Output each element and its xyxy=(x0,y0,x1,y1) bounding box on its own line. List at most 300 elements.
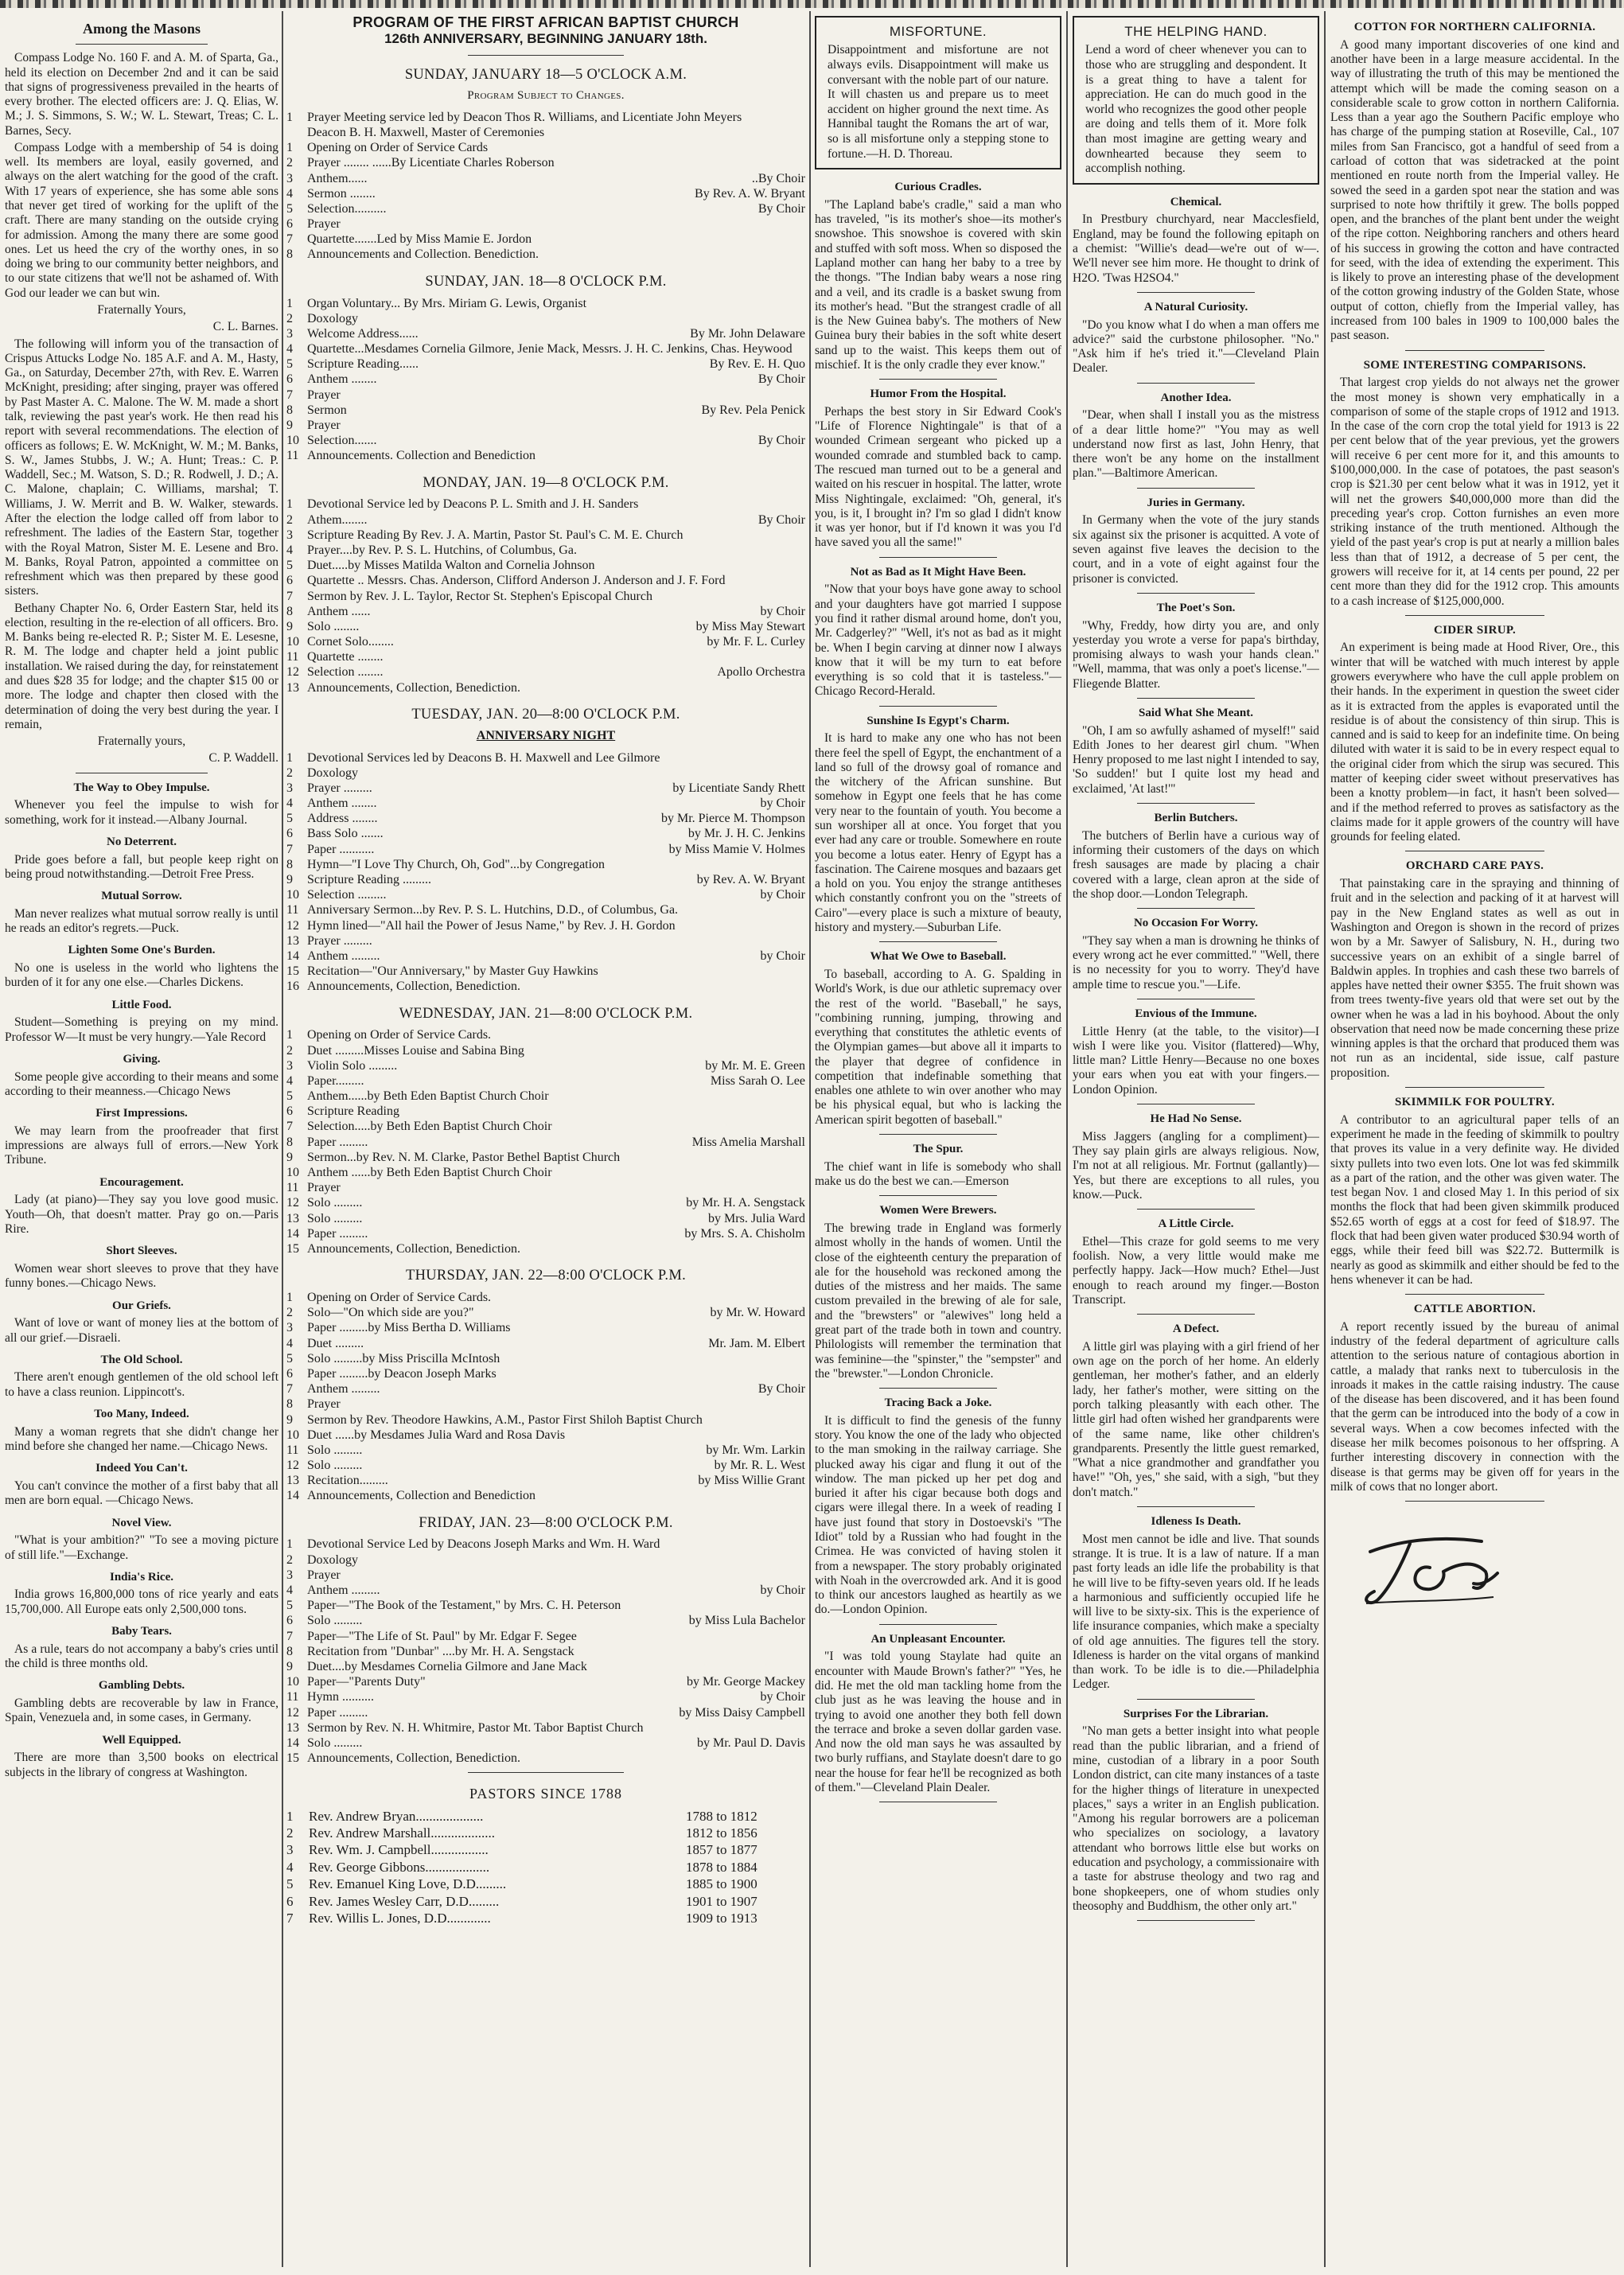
misfortune-box xyxy=(815,16,1061,169)
program-item xyxy=(286,186,805,201)
item-performer: By Choir xyxy=(757,1382,805,1397)
item-number: 3 xyxy=(286,326,293,341)
item-number: 9 xyxy=(286,873,293,887)
pastor-name: Rev. James Wesley Carr, D.D......... xyxy=(309,1893,500,1909)
item-text: Cornet Solo........ xyxy=(307,635,394,649)
program-item xyxy=(286,155,805,170)
divider xyxy=(1405,615,1544,616)
report-paragraph: Compass Lodge with a membership of 54 is doing well. Its members are loyal, easily governed, and always on the alert watching for the good of the craft. With 17 years of experience, she has some able sons that never get tired of working for the uplift of the craft. There are many standing on the outside crying for admission. Among the many there are some good ones. Let us heed the cry of the worthy ones, in so doing we bring to our community better neighbors, and to our state citizens that we'll not be ashamed of. With God our leader we can but win. xyxy=(5,140,278,300)
item-number: 6 xyxy=(286,574,293,588)
program-item xyxy=(286,1598,805,1613)
report-paragraph: Bethany Chapter No. 6, Order Eastern Star, held its election, resulting in the re-election of all officers. Bro. M. Banks being re-elected R. P.; Sister M. E. Lesesne, R. M. The lodge and chapter held a joint public installation. We raised during the day, for reinstatement and dues $28 35 for lodge; and the chapter $15 00 or more. The lodge and chapter then closed with the determination of doing the very best during the year. I remain, xyxy=(5,601,278,731)
item-number: 15 xyxy=(286,1241,299,1256)
item-text: Solo—"On which side are you?" xyxy=(307,1306,474,1320)
divider xyxy=(1137,1506,1256,1507)
program-item xyxy=(286,1488,805,1503)
divider xyxy=(1137,698,1256,699)
item-text: Bass Solo ....... xyxy=(307,827,384,841)
item-number: 5 xyxy=(286,201,293,216)
divider xyxy=(879,1624,998,1625)
item-number: 7 xyxy=(286,388,293,402)
item-heading: Short Sleeves. xyxy=(106,1245,177,1258)
item-number: 9 xyxy=(286,619,293,633)
item-text: You can't convince the mother of a first baby that all men are born equal. —Chicago News. xyxy=(5,1478,278,1508)
item-text: Sermon by Rev. N. H. Whitmire, Pastor Mt. Tabor Baptist Church xyxy=(307,1720,644,1735)
day-subheading: ANNIVERSARY NIGHT xyxy=(476,728,616,742)
item-number: 10 xyxy=(286,1166,299,1180)
item-text: Paper .........by Deacon Joseph Marks xyxy=(307,1366,497,1381)
article-text: "Dear, when shall I install you as the mistress of a dear little home?" "You may as well understand now first as last, John Henry, that there won't be any home on the installment plan."—Baltimore American. xyxy=(1073,408,1319,481)
item-performer: By Choir xyxy=(757,372,805,387)
item-number: 1 xyxy=(286,141,293,155)
item-text: Athem........ xyxy=(307,512,368,527)
program-item xyxy=(286,649,805,664)
program-item xyxy=(286,311,805,326)
program-item xyxy=(286,1195,805,1210)
item-text: Quartette ........ xyxy=(307,650,384,664)
misfortune-title: MISFORTUNE. xyxy=(889,24,987,39)
item-number: 7 xyxy=(286,1382,293,1397)
item-text: Prayer ......... xyxy=(307,933,372,948)
item-text: Hymn—"I Love Thy Church, Oh, God"...by Congregation xyxy=(307,857,606,871)
item-number: 10 xyxy=(286,635,299,649)
report-paragraph: Fraternally yours, xyxy=(97,734,186,749)
item-number: 2 xyxy=(286,311,293,325)
item-performer: by Choir xyxy=(760,888,805,902)
pastor-name: Rev. Wm. J. Campbell................. xyxy=(309,1842,489,1858)
item-performer: by Mr. R. L. West xyxy=(714,1459,805,1473)
articles xyxy=(1330,21,1619,1502)
item-performer: by Mr. Pierce M. Thompson xyxy=(660,812,805,826)
item-performer: Mr. Jam. M. Elbert xyxy=(708,1336,805,1350)
program-item xyxy=(286,543,805,558)
pastor-row xyxy=(286,1808,805,1825)
article-text: A good many important discoveries of one kind and another have been in a large measure accidental. In the way of illustrating the truth of this may be mentioned the attempt which will be made the coming season on a considerable scale to grow cotton in northern California. Less than a year ago the Southern Pacific employe who has charge of the pumping station at Roseville, Cal., 107 miles from San Francisco, got a handful of seed from a carload of cotton that was sidetracked at the point mentioned en route north from the Imperial valley. He sowed the seed in a garden spot near the station and was surprised to note how thriftily it grew. The bolls popped open, and the branches of the plant bent under the weight of the ripe cotton. Neighboring ranchers and others heard of his success in growing the cotton and have contracted for seed, with the idea of extending the experiment. This is likely to prove an interesting phase of the development of the cotton growing industry of the Golden State, whose output of cotton, chiefly from the Imperial valley, has increased from 100 bales in 1909 to 100,000 bales the past season. xyxy=(1330,37,1619,343)
item-number: 5 xyxy=(286,1599,293,1613)
program-item xyxy=(286,918,805,933)
item-text: Prayer xyxy=(307,1181,341,1195)
day-heading: WEDNESDAY, JAN. 21—8:00 O'CLOCK P.M. xyxy=(399,1005,693,1022)
item-number: 1 xyxy=(286,1291,293,1304)
article-text: "Do you know what I do when a man offers me advice?" said the curbstone philosopher. "No." "Ask him if he's tried it."—Cleveland Plain Dealer. xyxy=(1073,317,1319,376)
divider xyxy=(879,557,998,558)
item-text: Paper ......... xyxy=(307,1226,368,1241)
item-heading: Too Many, Indeed. xyxy=(94,1408,189,1421)
program-item xyxy=(286,1027,805,1042)
article-heading: An Unpleasant Encounter. xyxy=(870,1632,1006,1646)
article-text: Miss Jaggers (angling for a compliment)—They say plain girls are always religious. Now, I'm not at all religious. Mr. Fortnut (gallantly)—Yes, but there are exceptions to all rules, you know.—Puck. xyxy=(1073,1129,1319,1202)
item-number: 9 xyxy=(286,419,293,432)
item-number: 3 xyxy=(286,528,293,542)
item-text: Recitation......... xyxy=(307,1474,388,1488)
program-item xyxy=(286,433,805,448)
pastor-name: Rev. Willis L. Jones, D.D............. xyxy=(309,1910,491,1926)
program-title: PROGRAM OF THE FIRST AFRICAN BAPTIST CHURCH xyxy=(352,14,739,30)
program-item xyxy=(286,933,805,949)
item-number: 10 xyxy=(286,888,299,902)
item-performer: by Mrs. Julia Ward xyxy=(708,1211,805,1225)
article-heading: A Natural Curiosity. xyxy=(1143,300,1248,314)
item-text: Solo ......... xyxy=(307,1211,363,1225)
item-performer: by Miss May Stewart xyxy=(695,619,805,633)
pastor-years: 1901 to 1907 xyxy=(686,1893,757,1909)
masons-heading: Among the Masons xyxy=(82,21,201,37)
program-item xyxy=(286,1751,805,1766)
handwritten-signature xyxy=(1354,1524,1505,1611)
item-heading: Well Equipped. xyxy=(102,1733,181,1747)
item-performer: by Licentiate Sandy Rhett xyxy=(672,781,805,795)
program-item xyxy=(286,201,805,216)
item-text: Doxology xyxy=(307,1552,358,1567)
article-heading: Juries in Germany. xyxy=(1147,496,1245,509)
item-text: Devotional Service Led by Deacons Joseph Marks and Wm. H. Ward xyxy=(307,1537,660,1552)
item-number: 9 xyxy=(286,1150,293,1164)
article-text: Little Henry (at the table, to the visitor)—I wish I were like you. Visitor (flattered)—Why, little man? Little Henry—Because no one boxes your ears when you eat with your fingers.—London Opinion. xyxy=(1073,1024,1319,1097)
item-number: 8 xyxy=(286,403,293,417)
item-number: 14 xyxy=(286,1489,299,1503)
item-text: Duet ......... xyxy=(307,1336,364,1350)
item-number: 16 xyxy=(286,980,299,994)
item-performer: by Miss Mamie V. Holmes xyxy=(668,842,805,856)
program-item xyxy=(286,1412,805,1428)
item-number: 7 xyxy=(286,1629,293,1643)
article-heading: Surprises For the Librarian. xyxy=(1123,1707,1269,1720)
program-item xyxy=(286,1351,805,1366)
program-item xyxy=(286,573,805,588)
item-text: Sermon ........ xyxy=(307,186,376,201)
program-item xyxy=(286,1104,805,1119)
program-item xyxy=(286,781,805,796)
program-item xyxy=(286,1629,805,1644)
item-text: Sermon by Rev. J. L. Taylor, Rector St. Stephen's Episcopal Church xyxy=(307,589,652,603)
item-number: 6 xyxy=(286,217,293,232)
item-text: Announcements and Collection. Benediction. xyxy=(307,247,539,262)
item-number: 6 xyxy=(286,827,293,841)
item-number: 1 xyxy=(286,296,293,310)
item-number: 5 xyxy=(286,559,293,573)
program-item xyxy=(286,1705,805,1720)
item-number: 7 xyxy=(286,589,293,603)
program-days xyxy=(286,67,805,1766)
item-heading: Little Food. xyxy=(111,998,172,1011)
item-text: Some people give according to their means and some according to their meanness.—Chicago News xyxy=(5,1069,278,1098)
program-item xyxy=(286,1689,805,1704)
divider xyxy=(1137,1699,1256,1700)
item-text: Announcements. Collection and Benediction xyxy=(307,449,536,463)
pastor-name: Rev. George Gibbons................... xyxy=(309,1859,490,1875)
pastor-row xyxy=(286,1841,805,1858)
program-item xyxy=(286,765,805,781)
column-misc-2 xyxy=(1073,13,1319,2267)
item-text: Duet .........Misses Louise and Sabina Bing xyxy=(307,1043,524,1058)
item-performer: By Rev. E. H. Quo xyxy=(709,357,805,372)
article-heading: Not as Bad as It Might Have Been. xyxy=(850,565,1026,578)
column-rule xyxy=(282,11,283,2267)
item-text: Prayer ........ ......By Licentiate Charles Roberson xyxy=(307,156,555,170)
item-text: Sermon xyxy=(307,403,347,417)
program-item xyxy=(286,1226,805,1241)
program-subtitle: 126th ANNIVERSARY, BEGINNING JANUARY 18th. xyxy=(384,31,707,47)
divider xyxy=(1137,292,1256,293)
item-text: Paper .........by Miss Bertha D. Williams xyxy=(307,1321,511,1335)
item-text: Quartette .. Messrs. Chas. Anderson, Clifford Anderson J. Anderson and J. F. Ford xyxy=(307,574,726,588)
article-text: That painstaking care in the spraying and thinning of fruit and in the selection and packing of it at harvest will pay in the New England states as well as out in Washington and Oregon is shown in the record of prizes won by a Mr. Sawyer of Salisbury, N. H., during two successive years on an exhibit of a single barrel of Baldwin apples. In trophies and cash these two barrels of apples have netted their owner $355. The fruit shown was from trees twenty-five years old that were set out by the owner when he was a lad in his boyhood. About the only observation that need now be made concerning these prize winning apples is that the orchard that produced them was not run as an incidental, side issue, calf pasture proposition. xyxy=(1330,877,1619,1080)
item-text: As a rule, tears do not accompany a baby's cries until the child is three months old. xyxy=(5,1642,278,1671)
program-item xyxy=(286,1644,805,1659)
item-performer: by Miss Daisy Campbell xyxy=(679,1705,805,1720)
item-text: Prayer xyxy=(307,419,341,432)
item-number: 2 xyxy=(286,512,293,527)
article-text: It is difficult to find the genesis of the funny story. You know the one of the lady who objected to the man smoking in the railway carriage. She plucked away his cigar and flung it out of the window. The man picked up her pet dog and buried it after his cigar because both dogs and cigars were illegal there. In a week of reading I have just found that story in Dostoevski's "The Idiot" told by a Russian who had fought in the Crimea. He was convicted of having stolen it from a newspaper. The story probably originated with Noah in the overcrowded ark. And it is good to think our ancestors laughed as heartily as we do.—London Opinion. xyxy=(815,1413,1061,1617)
item-text: Solo ......... xyxy=(307,1614,363,1628)
program-item xyxy=(286,811,805,826)
day-heading: THURSDAY, JAN. 22—8:00 O'CLOCK P.M. xyxy=(405,1268,687,1284)
item-number: 9 xyxy=(286,1659,293,1673)
item-number: 1 xyxy=(286,750,293,765)
program-item xyxy=(286,1473,805,1488)
item-number: 2 xyxy=(286,765,293,780)
article-text: That largest crop yields do not always net the grower the most money is shown very emphatically in a comparison of some of the staple crops of 1912 and 1913. In the case of the corn crop the total yield for 1913 is 22 per cent below that of the year previous, yet the growers will receive 6 per cent more for it, and this amounts to $100,000,000. In the case of potatoes, the past season's crop is $21.30 per cent below what it was in 1912, yet it will net the growers $40,000,000 more than did the preceding year's crop. Cotton furnishes an even more striking instance of the truth mentioned. Although the yield of the past year's crop is put at nearly a million bales less than that of 1912, a decrease of 5 per cent, the growers will receive for it, at 14 cents per pound, 22 per cent more than they did for the 1912 crop. This amounts to a cash increase of $125,000,000. xyxy=(1330,376,1619,608)
item-text: Gambling debts are recoverable by law in France, Spain, Venezuela and, in some cases, in Germany. xyxy=(5,1696,278,1725)
divider xyxy=(879,1195,998,1196)
item-number: 11 xyxy=(286,903,299,917)
item-text: Anniversary Sermon...by Rev. P. S. L. Hutchins, D.D., of Columbus, Ga. xyxy=(307,903,679,917)
divider xyxy=(879,706,998,707)
article-text: A little girl was playing with a girl friend of her own age on the porch of her home. An elderly gentleman, her mother's father, and an elderly lady, her father's mother, were sitting on the porch talking pleasantly with each other. The little girl had often wished her grandparents were of the same name, like other children's grandparents. Presently the little guest remarked, "What a nice grandmother and grandfather you have!" "Oh, yes," she said, with a sigh, "but they don't match." xyxy=(1073,1339,1319,1499)
pastor-number: 1 xyxy=(286,1808,294,1824)
program-item xyxy=(286,388,805,403)
program-item xyxy=(286,750,805,765)
program-item xyxy=(286,1150,805,1165)
item-text: Prayer xyxy=(307,1568,341,1582)
article-heading: SKIMMILK FOR POULTRY. xyxy=(1395,1096,1555,1109)
article-heading: Humor From the Hospital. xyxy=(870,388,1007,401)
divider xyxy=(468,55,624,56)
article-heading: Sunshine Is Egypt's Charm. xyxy=(867,714,1010,727)
article-text: Most men cannot be idle and live. That sounds strange. It is true. It is a law of nature. If a man past forty leads an idle life the probability is that he will live to be fifty-seven years old. If he leads a harmonious and sufficiently occupied life he will live to be sixty-six. This is the experience of life insurance companies, which make a specialty of old age annuities. The figures tell the story. Idleness is harder on the vital organs of mankind than work. To be idle is to die.—Philadelphia Ledger. xyxy=(1073,1532,1319,1692)
item-performer: ..By Choir xyxy=(751,171,805,185)
day-heading: SUNDAY, JAN. 18—8 O'CLOCK P.M. xyxy=(425,273,667,290)
day-heading: FRIDAY, JAN. 23—8:00 O'CLOCK P.M. xyxy=(419,1514,673,1531)
item-number: 3 xyxy=(286,1568,293,1582)
article-heading: SOME INTERESTING COMPARISONS. xyxy=(1363,358,1587,372)
article-heading: A Defect. xyxy=(1172,1323,1220,1336)
program-item xyxy=(286,1180,805,1195)
item-text: We may learn from the proofreader that first impressions are always full of errors.—New York Tribune. xyxy=(5,1124,278,1167)
item-text: Sermon by Rev. Theodore Hawkins, A.M., Pastor First Shiloh Baptist Church xyxy=(307,1412,703,1427)
divider xyxy=(1405,350,1544,351)
program-item xyxy=(286,1211,805,1226)
item-text: Doxology xyxy=(307,765,358,780)
item-number: 10 xyxy=(286,1428,299,1442)
item-performer: by Mr. J. H. C. Jenkins xyxy=(687,827,805,841)
item-text: Deacon B. H. Maxwell, Master of Ceremonies xyxy=(307,125,545,139)
item-text: Welcome Address...... xyxy=(307,326,419,341)
short-items xyxy=(5,781,278,1780)
program-item xyxy=(286,232,805,247)
item-text: Announcements, Collection, Benediction. xyxy=(307,1241,520,1256)
pastor-years: 1812 to 1856 xyxy=(686,1825,757,1841)
item-text: Devotional Service led by Deacons P. L. Smith and J. H. Sanders xyxy=(307,497,639,512)
item-text: Whenever you feel the impulse to wish for something, work for it instead.—Albany Journal. xyxy=(5,798,278,827)
item-text: There are more than 3,500 books on electrical subjects in the library of congress at Washington. xyxy=(5,1751,278,1779)
item-number: 4 xyxy=(286,797,293,811)
item-performer: By Choir xyxy=(757,512,805,527)
item-text: Prayer ......... xyxy=(307,781,372,795)
item-text: Selection.......... xyxy=(307,201,387,216)
program-item xyxy=(286,448,805,463)
helping-hand-box xyxy=(1073,16,1319,185)
item-text: Announcements, Collection, Benediction. xyxy=(307,980,520,994)
articles xyxy=(815,181,1061,1802)
article-text: Ethel—This craze for gold seems to me very foolish. Now, a very little would make me perfectly happy. Jack—How much? Ethel—Just enough to reach around my finger.—Boston Transcript. xyxy=(1073,1234,1319,1307)
article-heading: CIDER SIRUP. xyxy=(1433,623,1517,637)
report-paragraph: The following will inform you of the transaction of Crispus Attucks Lodge No. 185 A.F. and A. M., Hasty, Ga., on Saturday, December 27th, with Rev. E. Warren McKnight, presiding; after singing, prayer was offered by Past Master A. C. Malone. The W. M. made a short talk, reviewing the past year's work. He then read his report with several recommendations. The election of officers as follows; E. W. McKnight, W. M.; M. Banks, S. W., James Stubbs, J. W.; A. Hunt; Treas.: C. P. Waddell, Sec.; M. Watson, S. D.; R. Rodwell, J. D.; A. C. Malone, chaplain; C. Williams, marshal; T. Williams, J. W. Merrit and B. W. Walker, stewards. After the election the lodge called off from labor to refreshment. The ladies of the Eastern Star, together with the Royal Matron, Sister M. E. Lesene and Bro. M. Banks, Royal Patron, appointed a committee on refreshment which was then prepared by these good sisters. xyxy=(5,337,278,598)
pastor-number: 7 xyxy=(286,1910,294,1926)
program-item xyxy=(286,589,805,604)
program-item xyxy=(286,619,805,634)
item-number: 15 xyxy=(286,1751,299,1766)
pastors-list xyxy=(286,1808,805,1927)
item-text: Anthem ........ xyxy=(307,372,377,387)
item-text: Want of love or want of money lies at the bottom of all our grief.—Disraeli. xyxy=(5,1316,278,1345)
item-text: Scripture Reading By Rev. J. A. Martin, Pastor St. Paul's C. M. E. Church xyxy=(307,528,683,542)
item-text: Paper ......... xyxy=(307,1705,368,1720)
program-item xyxy=(286,604,805,619)
pastor-row xyxy=(286,1893,805,1910)
item-text: Sermon...by Rev. N. M. Clarke, Pastor Bethel Baptist Church xyxy=(307,1150,621,1164)
item-number: 1 xyxy=(286,1028,293,1042)
item-performer: Miss Amelia Marshall xyxy=(691,1135,805,1149)
item-heading: Our Griefs. xyxy=(112,1299,171,1312)
item-text: Prayer....by Rev. P. S. L. Hutchins, of Columbus, Ga. xyxy=(307,543,577,557)
item-number: 6 xyxy=(286,1104,293,1119)
item-text: Prayer Meeting service led by Deacon Thos R. Williams, and Licentiate John Meyers xyxy=(307,110,742,124)
pastor-row xyxy=(286,1910,805,1926)
item-text: Announcements, Collection, Benediction. xyxy=(307,680,520,695)
program-item xyxy=(286,216,805,232)
day-heading: TUESDAY, JAN. 20—8:00 O'CLOCK P.M. xyxy=(411,706,680,723)
program-item xyxy=(286,680,805,695)
item-text: Paper......... xyxy=(307,1073,364,1088)
item-number xyxy=(286,125,307,140)
column-rule xyxy=(1066,11,1068,2267)
article-heading: Tracing Back a Joke. xyxy=(884,1397,992,1410)
article-heading: No Occasion For Worry. xyxy=(1133,917,1259,930)
item-number: 3 xyxy=(286,171,293,185)
item-text: Opening on Order of Service Cards xyxy=(307,141,489,155)
item-text: Selection.....by Beth Eden Baptist Church Choir xyxy=(307,1120,552,1134)
article-heading: Envious of the Immune. xyxy=(1135,1007,1257,1020)
pastor-number: 4 xyxy=(286,1859,294,1875)
program-item xyxy=(286,1397,805,1412)
pastor-number: 6 xyxy=(286,1893,294,1909)
item-text: Paper ......... xyxy=(307,1135,368,1149)
article-text: The brewing trade in England was formerly almost wholly in the hands of women. Until the close of the eighteenth century the preparation of ale for the household was reckoned among the duties of the mistress and her maids. The same custom prevailed in the brewing of ale for sale, and the "brewsters" or "alewives" long held a great part of the trade both in town and country. Philologists will remember the termination that was feminine—the "spinster," the "sempster" and the "brewster."—London Chronicle. xyxy=(815,1221,1061,1381)
item-number: 11 xyxy=(286,1181,299,1195)
item-text: Quartette.......Led by Miss Mamie E. Jordon xyxy=(307,232,532,247)
item-text: Prayer xyxy=(307,1397,341,1412)
item-number: 1 xyxy=(286,110,293,124)
program-item xyxy=(286,872,805,887)
item-performer: by Mr. F. L. Curley xyxy=(707,635,805,649)
program-item xyxy=(286,1674,805,1689)
item-text: There aren't enough gentlemen of the old school left to have a class reunion. Lippincott's. xyxy=(5,1370,278,1399)
item-number: 9 xyxy=(286,1412,293,1427)
item-text: Devotional Services led by Deacons B. H. Maxwell and Lee Gilmore xyxy=(307,750,660,765)
report-paragraph: C. P. Waddell. xyxy=(208,751,278,765)
article-text: To baseball, according to A. G. Spalding in World's Work, is due our athletic supremacy over the rest of the world. "Baseball," he says, "combining running, jumping, throwing and everything that constitutes the athletic events of the Olympian games—but above all it imparts to the player that degree of confidence in competition that indefinable something that enables one athlete to win over another who may be his physical equal, but who is lacking the American spirit begotten of baseball." xyxy=(815,967,1061,1127)
item-number: 13 xyxy=(286,680,299,695)
article-text: "Oh, I am so awfully ashamed of myself!" said Edith Jones to her dearest girl chum. "When Henry proposed to me last night I intended to say, 'So sudden!' but I quite lost my head and exclaimed, 'At last!'" xyxy=(1073,723,1319,796)
item-text: Anthem ...... xyxy=(307,604,371,618)
program-item xyxy=(286,296,805,311)
item-number: 14 xyxy=(286,949,299,963)
divider xyxy=(76,44,207,45)
program-item xyxy=(286,125,805,140)
item-text: Anthem ......... xyxy=(307,1382,380,1397)
item-number: 11 xyxy=(286,1443,299,1457)
item-number: 7 xyxy=(286,842,293,856)
item-performer: by Mr. M. E. Green xyxy=(705,1058,805,1073)
pastor-years: 1885 to 1900 xyxy=(686,1876,757,1892)
item-number: 13 xyxy=(286,1474,299,1488)
item-performer: Apollo Orchestra xyxy=(717,665,805,680)
divider xyxy=(1137,803,1256,804)
item-performer: by Choir xyxy=(760,1584,805,1598)
item-number: 2 xyxy=(286,156,293,170)
pastor-name: Rev. Emanuel King Love, D.D......... xyxy=(309,1876,507,1892)
divider xyxy=(879,379,998,380)
item-heading: Giving. xyxy=(123,1052,161,1065)
article-heading: Women Were Brewers. xyxy=(879,1204,997,1217)
program-item xyxy=(286,1613,805,1628)
item-text: "What is your ambition?" "To see a moving picture of still life."—Exchange. xyxy=(5,1533,278,1562)
program-item xyxy=(286,1119,805,1134)
item-performer: By Choir xyxy=(757,201,805,216)
program-item xyxy=(286,1583,805,1598)
item-text: Selection ......... xyxy=(307,888,387,902)
program-item xyxy=(286,512,805,528)
item-performer: by Mr. W. Howard xyxy=(710,1306,805,1320)
program-item xyxy=(286,1552,805,1568)
item-heading: Baby Tears. xyxy=(111,1625,172,1638)
item-heading: Lighten Some One's Burden. xyxy=(68,944,216,957)
divider xyxy=(879,941,998,942)
item-text: Pride goes before a fall, but people keep right on being proud notwithstanding.—Detroit Free Press. xyxy=(5,852,278,881)
article-heading: He Had No Sense. xyxy=(1150,1112,1242,1126)
item-text: Anthem ......... xyxy=(307,1584,380,1598)
item-performer: By Mr. John Delaware xyxy=(690,326,805,341)
program-item xyxy=(286,1165,805,1180)
article-text: "The Lapland babe's cradle," said a man who has traveled, "is its mother's shoe—its mother's snowshoe. This snowshoe is covered with skin and stuffed with soft moss. When so disposed the Lapland mother can hang her baby to a tree by the thongs. "The Indian baby wears a nose ring and a veil, and its cradle is a basket swung from its mother's head. "But the strangest cradle of all is the New Guinea baby's. The mothers of New Guinea bury their babies in the soft white desert sand up to the waist. This keeps them out of mischief. It is the only cradle they ever know." xyxy=(815,197,1061,372)
article-heading: The Poet's Son. xyxy=(1156,601,1236,614)
article-heading: Curious Cradles. xyxy=(894,181,982,194)
item-number: 2 xyxy=(286,1043,293,1058)
item-text: Duet....by Mesdames Cornelia Gilmore and Jane Mack xyxy=(307,1659,587,1673)
program-item xyxy=(286,1290,805,1305)
item-performer: by Choir xyxy=(760,797,805,811)
item-performer: by Mrs. S. A. Chisholm xyxy=(684,1226,805,1241)
column-farm-news xyxy=(1330,13,1619,2267)
article-heading: What We Owe to Baseball. xyxy=(870,950,1007,964)
item-text: Opening on Order of Service Cards. xyxy=(307,1028,492,1042)
program-item xyxy=(286,1241,805,1256)
article-heading: Another Idea. xyxy=(1160,391,1232,404)
item-performer: By Rev. A. W. Bryant xyxy=(695,186,805,201)
item-text: Many a woman regrets that she didn't change her mind before she changed her name.—Chicago News. xyxy=(5,1424,278,1454)
pastor-number: 3 xyxy=(286,1842,294,1858)
